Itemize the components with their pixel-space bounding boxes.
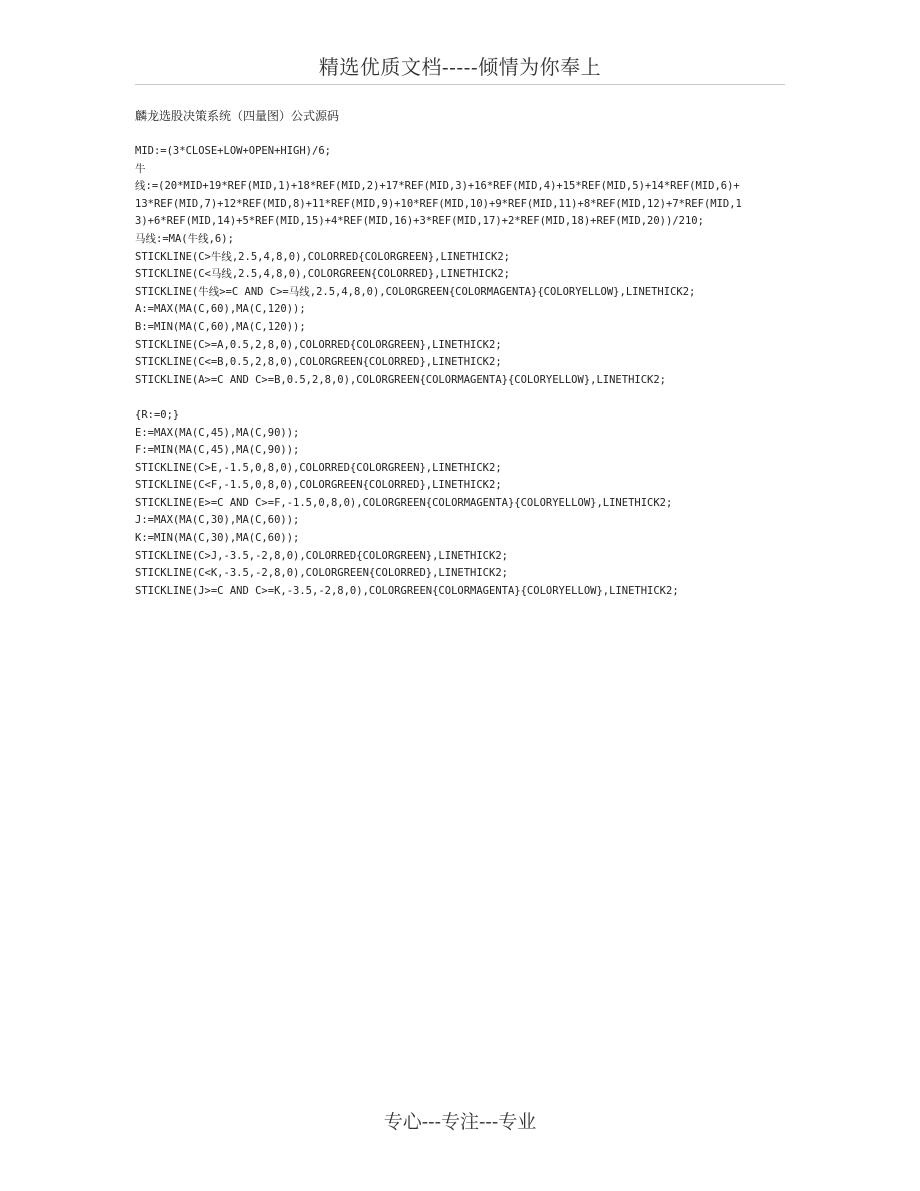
document-title: 麟龙选股决策系统（四量图）公式源码: [135, 109, 340, 123]
code-line: STICKLINE(C<=B,0.5,2,8,0),COLORGREEN{COLORRED},LINETHICK2;: [135, 356, 502, 369]
code-line: STICKLINE(C<K,-3.5,-2,8,0),COLORGREEN{COLORRED},LINETHICK2;: [135, 567, 508, 580]
code-line: STICKLINE(E>=C AND C>=F,-1.5,0,8,0),COLORGREEN{COLORMAGENTA}{COLORYELLOW},LINETHICK2;: [135, 496, 673, 509]
code-line: 马线:=MA(牛线,6);: [135, 232, 234, 245]
header-title: 精选优质文档-----倾情为你奉上: [318, 55, 602, 79]
footer-text: 专心---专注---专业: [383, 1111, 537, 1133]
page-header: [135, 52, 785, 85]
code-line: [135, 389, 790, 407]
code-line: MID:=(3*CLOSE+LOW+OPEN+HIGH)/6;: [135, 145, 331, 157]
code-line: 线:=(20*MID+19*REF(MID,1)+18*REF(MID,2)+17*REF(MID,3)+16*REF(MID,4)+15*REF(MID,5)+14*REF(MID,6)+: [135, 180, 740, 193]
code-line: {R:=0;}: [135, 408, 180, 421]
code-line: 牛: [135, 162, 146, 175]
page-footer: [0, 1108, 920, 1136]
code-line: STICKLINE(A>=C AND C>=B,0.5,2,8,0),COLORGREEN{COLORMAGENTA}{COLORYELLOW},LINETHICK2;: [135, 373, 667, 386]
code-line: STICKLINE(C>=A,0.5,2,8,0),COLORRED{COLORGREEN},LINETHICK2;: [135, 338, 502, 351]
code-line: STICKLINE(牛线>=C AND C>=马线,2.5,4,8,0),COLORGREEN{COLORMAGENTA}{COLORYELLOW},LINETHICK2;: [135, 285, 696, 298]
code-line: F:=MIN(MA(C,45),MA(C,90));: [135, 444, 300, 457]
code-line: STICKLINE(C>E,-1.5,0,8,0),COLORRED{COLORGREEN},LINETHICK2;: [135, 461, 502, 474]
code-line: K:=MIN(MA(C,30),MA(C,60));: [135, 532, 300, 545]
code-line: 3)+6*REF(MID,14)+5*REF(MID,15)+4*REF(MID,16)+3*REF(MID,17)+2*REF(MID,18)+REF(MID,20))/210;: [135, 215, 704, 228]
document-body: [135, 107, 790, 600]
code-line: A:=MAX(MA(C,60),MA(C,120));: [135, 303, 306, 316]
code-line: STICKLINE(C>J,-3.5,-2,8,0),COLORRED{COLORGREEN},LINETHICK2;: [135, 549, 508, 562]
code-line: STICKLINE(C<F,-1.5,0,8,0),COLORGREEN{COLORRED},LINETHICK2;: [135, 479, 502, 492]
code-line: B:=MIN(MA(C,60),MA(C,120));: [135, 320, 306, 333]
code-line: 13*REF(MID,7)+12*REF(MID,8)+11*REF(MID,9)+10*REF(MID,10)+9*REF(MID,11)+8*REF(MID,12)+7*REF(MID,1: [135, 197, 742, 210]
code-line: E:=MAX(MA(C,45),MA(C,90));: [135, 426, 300, 439]
code-line: STICKLINE(C>牛线,2.5,4,8,0),COLORRED{COLORGREEN},LINETHICK2;: [135, 250, 511, 263]
code-line: STICKLINE(C<马线,2.5,4,8,0),COLORGREEN{COLORRED},LINETHICK2;: [135, 268, 511, 281]
code-line: STICKLINE(J>=C AND C>=K,-3.5,-2,8,0),COLORGREEN{COLORMAGENTA}{COLORYELLOW},LINETHICK2;: [135, 584, 679, 597]
formula-source-code: [135, 143, 790, 600]
code-line: J:=MAX(MA(C,30),MA(C,60));: [135, 514, 300, 527]
